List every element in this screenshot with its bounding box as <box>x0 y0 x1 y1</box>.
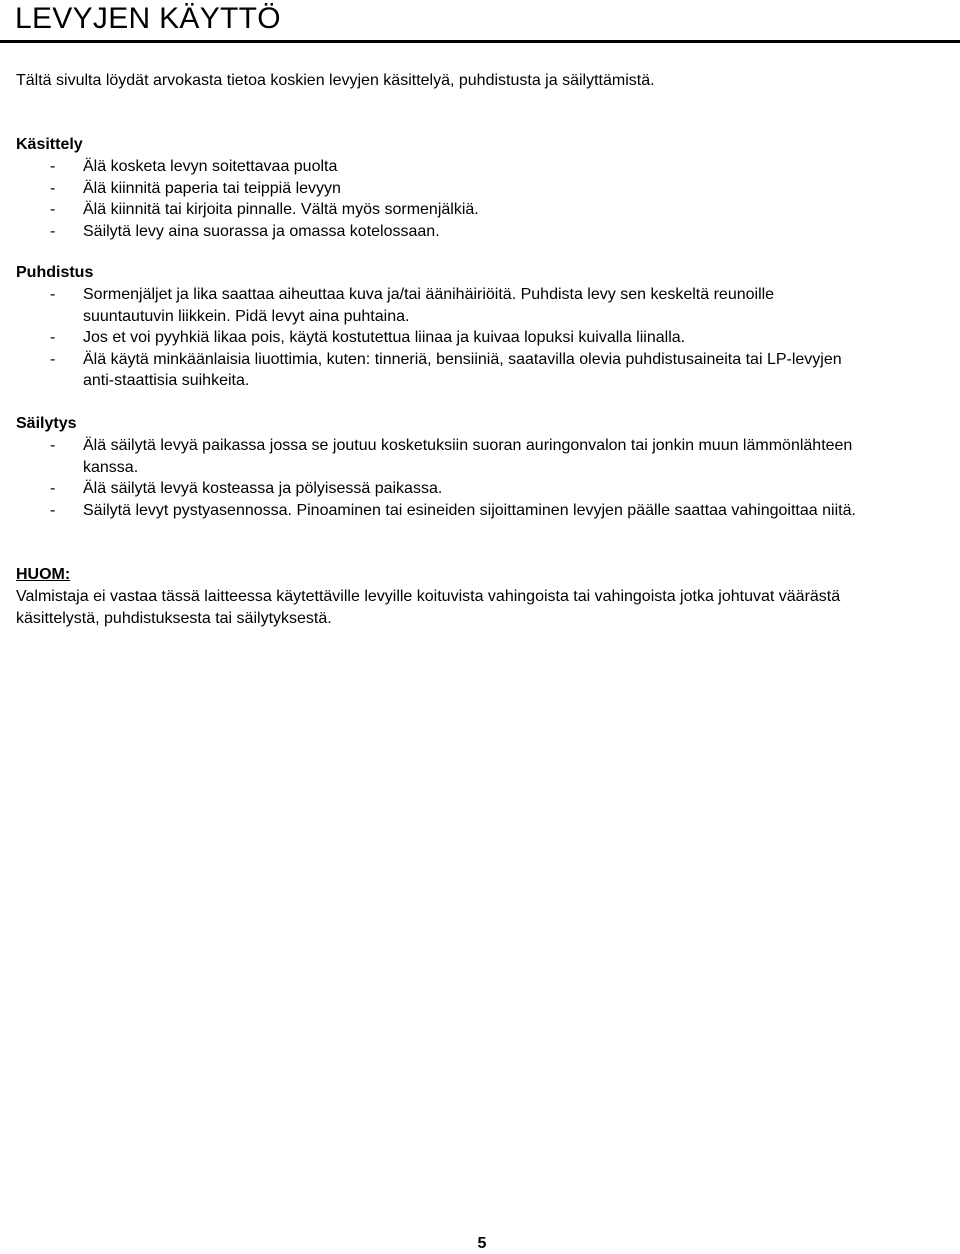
list-item <box>16 221 946 243</box>
list-item <box>16 349 876 392</box>
list-item-text: Älä säilytä levyä paikassa jossa se joutuu kosketuksiin suoran auringonvalon tai jonkin muun lämmönlähteen kanssa. <box>83 437 853 476</box>
section-heading: Säilytys <box>16 415 77 432</box>
bullet-dash: - <box>50 286 56 303</box>
bullet-dash: - <box>50 350 56 368</box>
list-item <box>16 327 876 349</box>
bullet-dash: - <box>50 437 56 454</box>
bullet-dash: - <box>50 179 56 197</box>
list-item-text: Älä säilytä levyä kosteassa ja pölyisessä paikassa. <box>83 480 443 497</box>
bullet-list <box>16 156 946 242</box>
bullet-dash: - <box>50 222 56 240</box>
bullet-dash: - <box>50 501 56 519</box>
bullet-dash: - <box>50 480 56 497</box>
list-item-text: Säilytä levyt pystyasennossa. Pinoaminen tai esineiden sijoittaminen levyjen päälle saattaa vahingoittaa niitä. <box>83 501 856 519</box>
list-item-text: Älä kiinnitä tai kirjoita pinnalle. Vältä myös sormenjälkiä. <box>83 201 479 218</box>
bullet-list <box>16 435 946 521</box>
list-item-text: Älä kiinnitä paperia tai teippiä levyyn <box>83 179 341 197</box>
list-item <box>16 500 946 522</box>
section-heading: Käsittely <box>16 136 83 153</box>
list-item <box>16 178 946 200</box>
note-heading: HUOM: <box>16 566 71 583</box>
list-item <box>16 199 946 221</box>
list-item-text: Älä kosketa levyn soitettavaa puolta <box>83 158 338 175</box>
bullet-dash: - <box>50 201 56 218</box>
section-kasittely <box>16 134 946 242</box>
bullet-dash: - <box>50 329 56 346</box>
page-number: 5 <box>477 1235 487 1252</box>
page-title: LEVYJEN KÄYTTÖ <box>15 2 281 35</box>
bullet-dash: - <box>50 158 56 175</box>
intro-paragraph: Tältä sivulta löydät arvokasta tietoa koskien levyjen käsittelyä, puhdistusta ja säilyttämistä. <box>16 72 655 89</box>
list-item-text: Älä käytä minkäänlaisia liuottimia, kuten: tinneriä, bensiiniä, saatavilla olevia puhdistusaineita tai LP-levyjen anti-staattisia suihkeita. <box>83 350 842 389</box>
section-sailytys <box>16 413 946 521</box>
list-item-text: Säilytä levy aina suorassa ja omassa kotelossaan. <box>83 222 440 240</box>
note-text: Valmistaja ei vastaa tässä laitteessa käytettäville levyille koituvista vahingoista tai vahingoista jotka johtuvat väärästä käsittelystä, puhdistuksesta tai säilytyksestä. <box>16 588 841 627</box>
note-block <box>16 564 916 629</box>
section-puhdistus <box>16 262 946 392</box>
list-item <box>16 435 946 478</box>
title-underline-rule <box>0 40 960 43</box>
list-item <box>16 478 946 500</box>
list-item <box>16 156 946 178</box>
list-item <box>16 284 876 327</box>
section-heading: Puhdistus <box>16 264 94 281</box>
list-item-text: Sormenjäljet ja lika saattaa aiheuttaa kuva ja/tai äänihäiriöitä. Puhdista levy sen keskeltä reunoille suuntautuvin liikkein. Pidä levyt aina puhtaina. <box>83 286 775 325</box>
list-item-text: Jos et voi pyyhkiä likaa pois, käytä kostutettua liinaa ja kuivaa lopuksi kuivalla liinalla. <box>83 329 686 346</box>
bullet-list <box>16 284 876 392</box>
